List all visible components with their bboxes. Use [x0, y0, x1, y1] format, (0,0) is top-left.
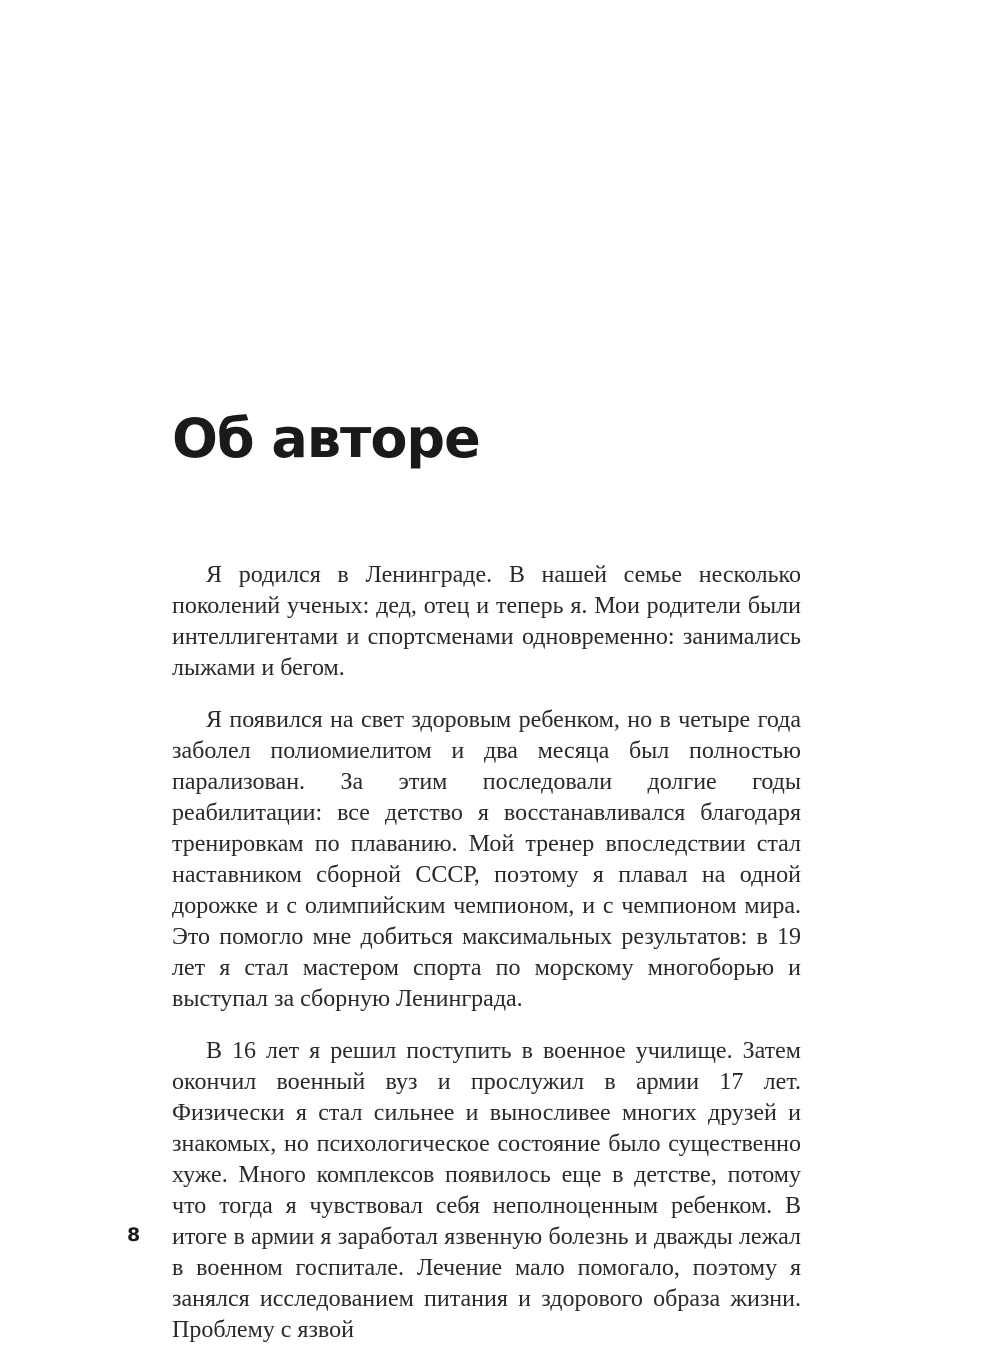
body-text: [172, 560, 801, 1346]
paragraph-3: В 16 лет я решил поступить в военное училище. Затем окончил военный вуз и прослужил в армии 17 лет. Физически я стал сильнее и выносливее многих друзей и знакомых, но психологическое состояние было существенно хуже. Много комплексов появилось еще в детстве, потому что тогда я чувствовал себя неполноценным ребенком. В итоге в армии я заработал язвенную болезнь и дважды лежал в военном госпитале. Лечение мало помогало, поэтому я занялся исследованием питания и здорового образа жизни. Проблему с язвой: [172, 1038, 801, 1343]
page-number: 8: [127, 1224, 141, 1246]
paragraph-2: Я появился на свет здоровым ребенком, но в четыре года заболел полиомиелитом и два месяца был полностью парализован. За этим последовали долгие годы реабилитации: все детство я восстанавливался благодаря тренировкам по плаванию. Мой тренер впоследствии стал наставником сборной СССР, поэтому я плавал на одной дорожке и с олимпийским чемпионом, и с чемпионом мира. Это помогло мне добиться максимальных результатов: в 19 лет я стал мастером спорта по морскому многоборью и выступал за сборную Ленинграда.: [172, 707, 801, 1012]
chapter-title: Об авторе: [172, 407, 480, 470]
paragraph-1: Я родился в Ленинграде. В нашей семье несколько поколений ученых: дед, отец и теперь я. Мои родители были интеллигентами и спортсменами одновременно: занимались лыжами и бегом.: [172, 562, 801, 681]
